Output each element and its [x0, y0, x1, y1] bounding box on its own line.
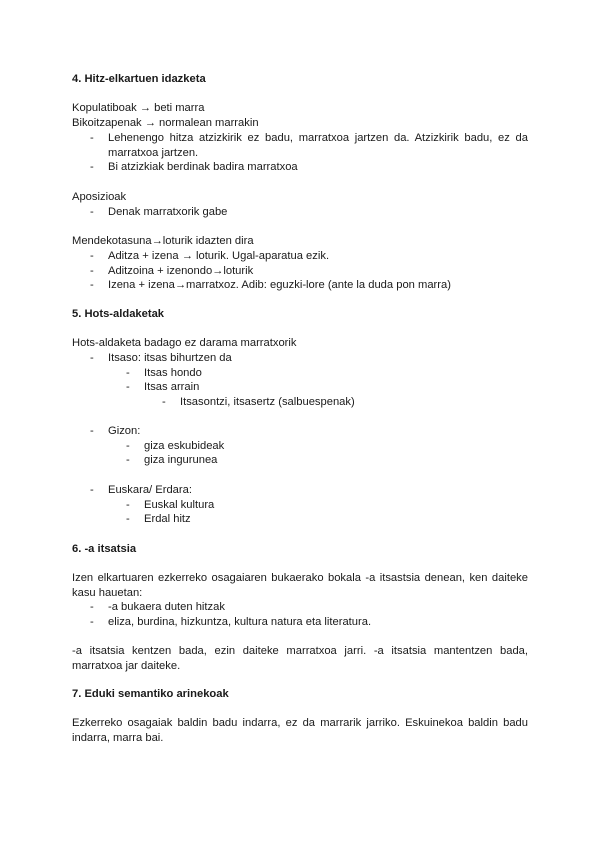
list-item-text: Denak marratxorik gabe [108, 206, 228, 218]
kopulatiboak-line: Kopulatiboak → beti marra [72, 102, 205, 114]
list-item-text: Bi atzizkiak berdinak badira marratxoa [108, 161, 298, 174]
list-item [72, 395, 528, 410]
bullet-dash: - [90, 425, 94, 437]
list-item [72, 249, 528, 264]
list-item-text: -a bukaera duten hitzak [108, 601, 225, 613]
list-item-text: eliza, burdina, hizkuntza, kultura natura eta literatura. [108, 615, 372, 628]
section-6-list [72, 600, 528, 629]
list-item-text: Aditza + izena → loturik. Ugal-aparatua ezik. [108, 250, 330, 262]
bullet-dash: - [126, 381, 130, 394]
section-5-title: 5. Hots-aldaketak [72, 308, 165, 320]
list-item [72, 424, 528, 439]
list-item-text: Itsas hondo [144, 366, 202, 379]
list-item-text: Izena + izena→marratxoz. Adib: eguzki-lore (ante la duda pon marra) [108, 279, 451, 292]
list-item [72, 615, 528, 630]
list-item-text: Euskara/ Erdara: [108, 484, 192, 496]
list-item [72, 453, 528, 468]
bikoitzapenak-list [72, 131, 528, 175]
section-6-note: -a itsatsia kentzen bada, ezin daiteke marratxoa jarri. -a itsatsia mantentzen bada, marratxoa jar daiteke. [72, 645, 528, 672]
gizon-list [72, 424, 528, 468]
itsaso-list [72, 351, 528, 409]
list-item [72, 483, 528, 498]
euskara-list [72, 483, 528, 527]
list-item [72, 439, 528, 454]
list-item-text: Erdal hitz [144, 513, 191, 526]
list-item [72, 498, 528, 513]
aposizioak-line: Aposizioak [72, 191, 127, 203]
list-item-text: Lehenengo hitza atzizkirik ez badu, marratxoa jartzen da. Atzizkirik badu, ez da marratxoa jartzen. [108, 132, 528, 159]
bullet-dash: - [162, 395, 166, 408]
list-item [72, 264, 528, 279]
bikoitzapenak-line: Bikoitzapenak → normalean marrakin [72, 117, 259, 129]
list-item [72, 600, 528, 615]
bullet-dash: - [126, 439, 130, 452]
bullet-dash: - [90, 250, 94, 262]
mendekotasuna-line: Mendekotasuna→loturik idazten dira [72, 235, 254, 247]
list-item-text: giza ingurunea [144, 454, 218, 467]
section-7-text: Ezkerreko osagaiak baldin badu indarra, ez da marrarik jarriko. Eskuinekoa baldin badu indarra, marra bai. [72, 717, 528, 744]
list-item [72, 366, 528, 381]
list-item-text: Gizon: [108, 425, 141, 437]
bullet-dash: - [90, 264, 94, 277]
list-item-text: Itsasontzi, itsasertz (salbuespenak) [180, 395, 355, 408]
bullet-dash: - [126, 454, 130, 467]
bullet-dash: - [90, 484, 94, 496]
list-item [72, 278, 528, 293]
bullet-dash: - [90, 132, 94, 144]
bullet-dash: - [126, 513, 130, 526]
list-item [72, 205, 528, 220]
bullet-dash: - [90, 206, 94, 218]
bullet-dash: - [90, 352, 94, 364]
list-item [72, 351, 528, 366]
list-item-text: Itsas arrain [144, 381, 200, 394]
mendekotasuna-list [72, 249, 528, 293]
hots-aldaketa-intro: Hots-aldaketa badago ez darama marratxorik [72, 337, 297, 349]
section-4-title: 4. Hitz-elkartuen idazketa [72, 73, 206, 85]
list-item-text: Aditzoina + izenondo→loturik [108, 264, 254, 277]
bullet-dash: - [90, 601, 94, 613]
section-7-title: 7. Eduki semantiko arinekoak [72, 688, 229, 700]
list-item [72, 131, 528, 160]
list-item [72, 512, 528, 527]
section-6-title: 6. -a itsatsia [72, 543, 137, 555]
bullet-dash: - [126, 498, 130, 511]
list-item [72, 160, 528, 175]
bullet-dash: - [90, 615, 94, 628]
aposizioak-list [72, 205, 528, 220]
section-6-intro: Izen elkartuaren ezkerreko osagaiaren bukaerako bokala -a itsastsia denean, ken daiteke kasu hauetan: [72, 572, 528, 599]
bullet-dash: - [126, 366, 130, 379]
list-item-text: Itsaso: itsas bihurtzen da [108, 352, 232, 364]
bullet-dash: - [90, 161, 94, 174]
list-item [72, 380, 528, 395]
list-item-text: Euskal kultura [144, 498, 215, 511]
list-item-text: giza eskubideak [144, 439, 225, 452]
bullet-dash: - [90, 279, 94, 292]
